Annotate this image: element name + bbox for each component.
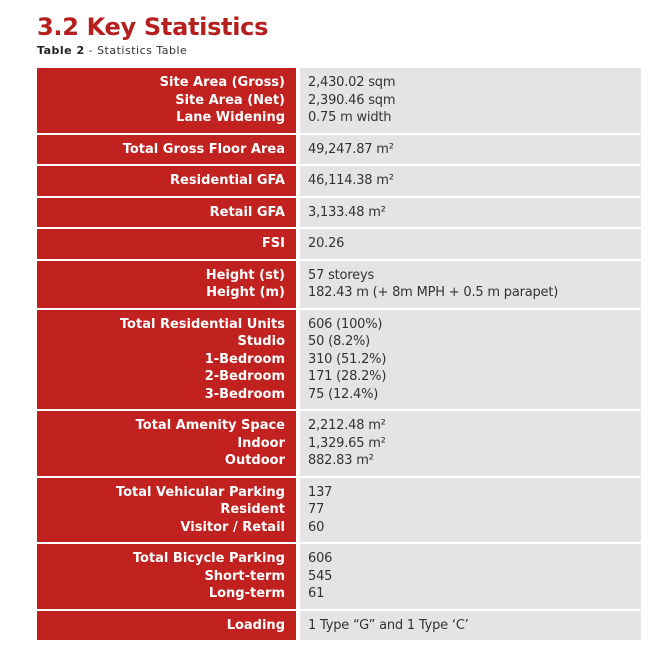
row-value: 49,247.87 m² (308, 141, 394, 157)
row-value-cell (300, 478, 641, 543)
row-label-cell (37, 310, 296, 410)
row-label-cell (37, 166, 296, 196)
row-label: Outdoor (224, 453, 285, 468)
row-value: 57 storeys (308, 267, 375, 283)
row-value: 77 (308, 502, 325, 517)
row-label: 3-Bedroom (204, 386, 285, 402)
row-value: 171 (28.2%) (308, 369, 387, 384)
row-label: Site Area (Net) (175, 92, 285, 108)
row-label: Residential GFA (170, 173, 285, 188)
row-value: 1 Type “G” and 1 Type ‘C’ (308, 617, 469, 633)
row-label: Visitor / Retail (180, 519, 285, 535)
row-label-cell (37, 478, 296, 543)
row-value-cell (300, 411, 641, 476)
row-value: 137 (308, 484, 333, 500)
row-value: 545 (308, 568, 333, 584)
row-label-cell (37, 261, 296, 308)
table-caption-text: - Statistics Table (84, 44, 188, 57)
row-label: Site Area (Gross) (159, 75, 285, 90)
row-label: Retail GFA (209, 204, 285, 220)
row-label-cell (37, 411, 296, 476)
table-row-fsi (37, 229, 641, 259)
row-label-cell (37, 135, 296, 165)
row-label-cell (37, 611, 296, 641)
row-label: Total Vehicular Parking (115, 484, 285, 500)
row-label: Short-term (204, 568, 285, 584)
row-value: 606 (100%) (308, 316, 383, 332)
row-value-cell (300, 135, 641, 165)
row-label: Indoor (237, 435, 285, 451)
row-label-cell (37, 544, 296, 609)
table-row-retail-gfa (37, 198, 641, 228)
table-row-bicycle-parking (37, 544, 641, 609)
row-label: 1-Bedroom (204, 351, 285, 367)
row-value: 2,212.48 m² (308, 418, 386, 433)
row-label: Height (st) (205, 267, 285, 283)
row-label: Total Amenity Space (135, 418, 285, 433)
table-row-residential-gfa (37, 166, 641, 196)
row-label: Lane Widening (176, 110, 285, 125)
row-label: Resident (220, 502, 285, 517)
row-value-cell (300, 166, 641, 196)
row-value: 46,114.38 m² (308, 173, 394, 188)
table-row-residential-units (37, 310, 641, 410)
row-value-cell (300, 198, 641, 228)
row-value: 2,390.46 sqm (308, 92, 396, 108)
row-label: Long-term (208, 586, 285, 601)
row-label-cell (37, 68, 296, 133)
row-label: Height (m) (206, 285, 285, 300)
row-value: 60 (308, 519, 325, 535)
row-value-cell (300, 68, 641, 133)
table-row-height (37, 261, 641, 308)
row-value: 75 (12.4%) (308, 386, 379, 402)
table-row-site-area (37, 68, 641, 133)
section-heading: 3.2 Key Statistics (37, 13, 269, 41)
row-value: 1,329.65 m² (308, 435, 386, 451)
row-value: 2,430.02 sqm (308, 75, 396, 90)
row-label: 2-Bedroom (204, 369, 285, 384)
table-row-loading (37, 611, 641, 641)
table-row-vehicular-parking (37, 478, 641, 543)
row-value-cell (300, 261, 641, 308)
row-label: Total Bicycle Parking (132, 551, 285, 566)
row-value-cell (300, 229, 641, 259)
row-value: 606 (308, 551, 333, 566)
row-label: Loading (226, 617, 285, 633)
row-label-cell (37, 198, 296, 228)
row-value-cell (300, 611, 641, 641)
row-label-cell (37, 229, 296, 259)
table-row-total-gfa (37, 135, 641, 165)
row-value: 61 (308, 586, 325, 601)
row-value: 310 (51.2%) (308, 351, 387, 367)
row-value-cell (300, 544, 641, 609)
row-value: 182.43 m (+ 8m MPH + 0.5 m parapet) (308, 285, 559, 300)
table-caption-label: Table 2 (37, 44, 85, 57)
row-value: 20.26 (308, 236, 345, 251)
row-value: 882.83 m² (308, 453, 374, 468)
statistics-table (37, 68, 641, 642)
row-label: FSI (261, 236, 285, 251)
row-value: 50 (8.2%) (308, 334, 371, 349)
table-row-amenity-space (37, 411, 641, 476)
row-label: Total Residential Units (119, 316, 285, 332)
row-value: 0.75 m width (308, 110, 392, 125)
row-label: Total Gross Floor Area (122, 141, 285, 157)
row-label: Studio (237, 334, 285, 349)
row-value-cell (300, 310, 641, 410)
row-value: 3,133.48 m² (308, 204, 386, 220)
table-caption (37, 44, 187, 58)
